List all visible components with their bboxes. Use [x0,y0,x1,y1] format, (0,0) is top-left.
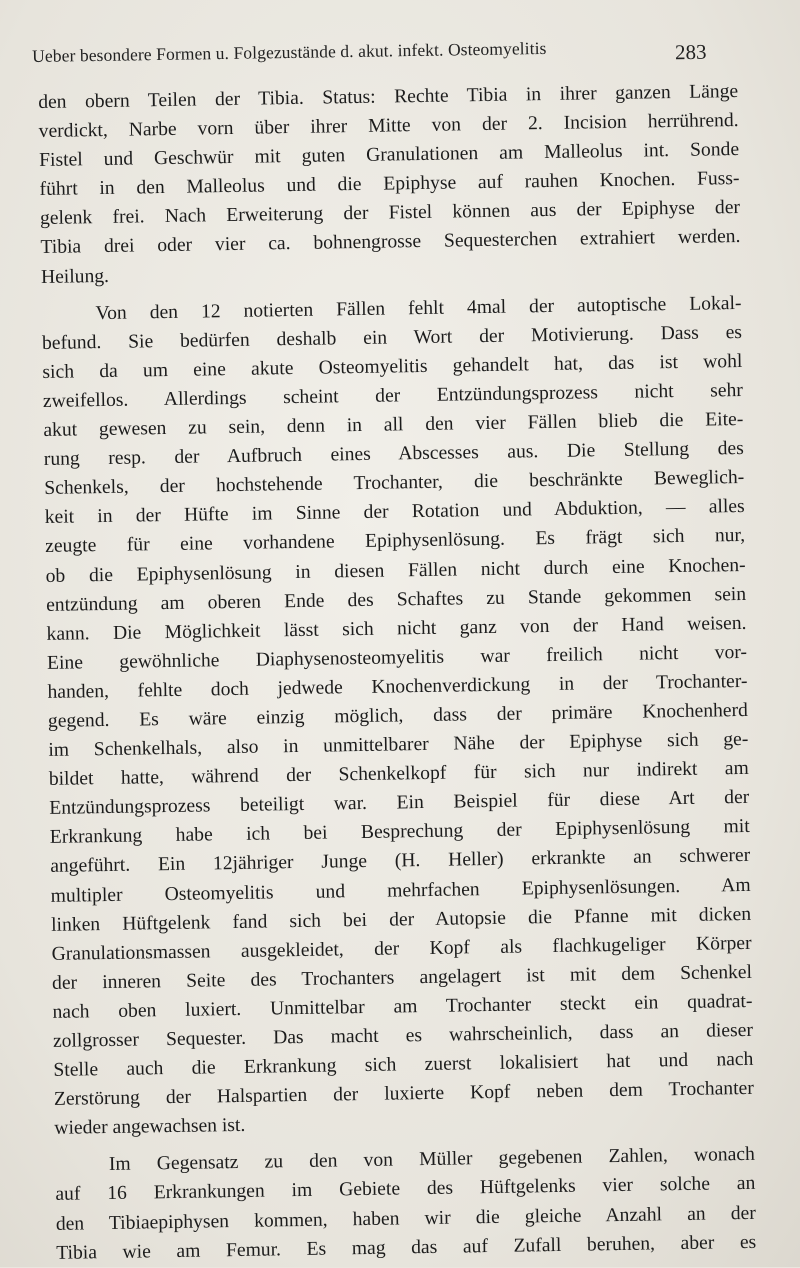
text-line: Tibia drei oder vier ca. bohnengrosse Sequesterchen extrahiert werden. [40,226,741,259]
text-line: nach oben luxiert. Unmittelbar am Trochanter steckt ein quadrat- [52,990,753,1023]
text-line: im Schenkelhals, also in unmittelbarer Nähe der Epiphyse sich ge- [48,728,749,761]
text-line: Eine gewöhnliche Diaphysenosteomyelitis war freilich nicht vor- [46,641,748,674]
text-line: Stelle auch die Erkrankung sich zuerst lokalisiert hat und nach [53,1048,754,1081]
text-line: zollgrosser Sequester. Das macht es wahrscheinlich, dass an dieser [52,1019,754,1052]
text-line: gelenk frei. Nach Erweiterung der Fistel können aus der Epiphyse der [39,197,741,230]
text-line: zweifellos. Allerdings scheint der Entzündungsprozess nicht sehr [42,379,744,412]
text-line: angeführt. Ein 12jähriger Junge (H. Heller) erkrankte an schwerer [50,845,751,878]
text-line: Fistel und Geschwür mit guten Granulationen am Malleolus int. Sonde [38,139,740,172]
text-line: Heilung. [40,265,110,288]
text-line: zeugte für eine vorhandene Epiphysenlösung. Es frägt sich nur, [45,525,746,558]
text-line: Tibia wie am Femur. Es mag das auf Zufall beruhen, aber es [56,1231,757,1264]
text-line: den Tibiaepiphysen kommen, haben wir die gleiche Anzahl an der [55,1202,756,1235]
text-line: Zerstörung der Halspartien der luxierte Kopf neben dem Trochanter [53,1078,754,1111]
text-line: den obern Teilen der Tibia. Status: Rechte Tibia in ihrer ganzen Länge [38,81,739,113]
text-line: führt in den Malleolus und die Epiphyse auf rauhen Knochen. Fuss- [39,168,740,201]
text-line: multipler Osteomyelitis und mehrfachen Epiphysenlösungen. Am [50,874,751,907]
text-line: befund. Sie bedürfen deshalb ein Wort der Motivierung. Dass es [41,321,743,354]
text-line: kann. Die Möglichkeit lässt sich nicht ganz von der Hand weisen. [46,612,747,645]
text-line: Granulationsmassen ausgekleidet, der Kopf als flachkugeliger Körper [51,932,752,965]
text-line: keit in der Hüfte im Sinne der Rotation und Abduktion, — alles [44,496,745,529]
text-line: bildet hatte, während der Schenkelkopf für sich nur indirekt am [48,758,749,791]
text-line: ob die Epiphysenlösung in diesen Fällen nicht durch eine Knochen- [45,554,746,587]
text-line: wieder angewachsen ist. [54,1115,246,1140]
text-line: verdickt, Narbe vorn über ihrer Mitte von der 2. Incision herrührend. [38,110,739,143]
page-number: 283 [674,39,707,65]
text-line: akut gewesen zu sein, denn in all den vier Fällen blieb die Eite- [43,408,744,441]
text-line: linken Hüftgelenk fand sich bei der Autopsie die Pfanne mit dicken [50,903,752,936]
text-line: Erkrankung habe ich bei Besprechung der Epiphysenlösung mit [49,816,750,849]
text-line: der inneren Seite des Trochanters angelagert ist mit dem Schenkel [51,961,753,994]
text-line: Entzündungsprozess beteiligt war. Ein Beispiel für diese Art der [49,787,750,820]
text-line: rung resp. der Aufbruch eines Abscesses aus. Die Stellung des [43,438,744,471]
text-line: Im Gegensatz zu den von Müller gegebenen Zahlen, wonach [108,1144,756,1176]
running-head: Ueber besondere Formen u. Folgezustände d. akut. infekt. Osteomyelitis [32,37,547,66]
text-line: gegend. Es wäre einzig möglich, dass der primäre Knochenherd [47,699,749,732]
text-line: Schenkels, der hochstehende Trochanter, die beschränkte Beweglich- [44,467,745,500]
text-line: auf 16 Erkrankungen im Gebiete des Hüftgelenks vier solche an [55,1173,756,1206]
text-line: Von den 12 notierten Fällen fehlt 4mal der autoptische Lokal- [95,292,742,324]
body-text [38,77,756,1268]
text-line: entzündung am oberen Ende des Schaftes zu Stande gekommen sein [45,583,747,616]
text-line: sich da um eine akute Osteomyelitis gehandelt hat, das ist wohl [42,350,743,383]
text-line: handen, fehlte doch jedwede Knochenverdickung in der Trochanter- [47,670,748,703]
